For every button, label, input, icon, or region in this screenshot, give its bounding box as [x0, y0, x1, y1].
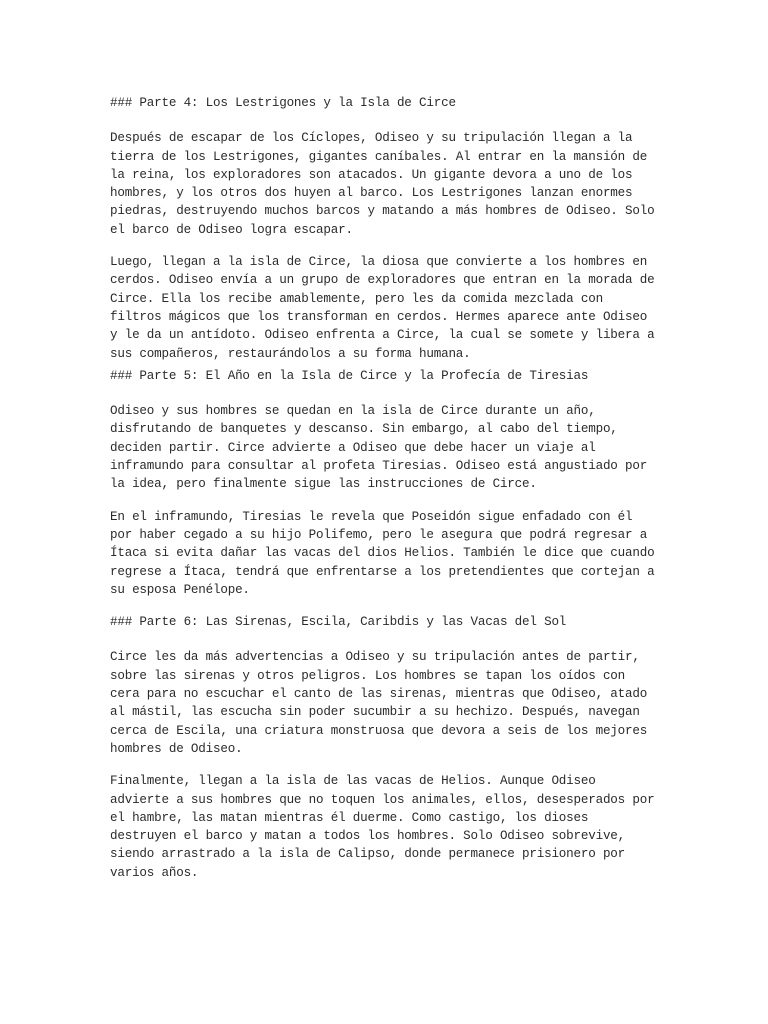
section-heading-parte-5: ### Parte 5: El Año en la Isla de Circe y la Profecía de Tiresias [110, 368, 589, 383]
paragraph-lestrigones: Después de escapar de los Cíclopes, Odiseo y su tripulación llegan a la tierra de los Lestrigones, gigantes caníbales. Al entrar en la mansión de la reina, los exploradores son atacados. Un gigante devora a uno de los hombres, y los otros dos huyen al barco. Los Lestrigones lanzan enormes piedras, destruyendo muchos barcos y matando a más hombres de Odiseo. Solo el barco de Odiseo logra escapar. [110, 131, 655, 237]
paragraph-ano-circe: Odiseo y sus hombres se quedan en la isla de Circe durante un año, disfrutando de banquetes y descanso. Sin embargo, al cabo del tiempo, deciden partir. Circe advierte a Odiseo que debe hacer un viaje al inframundo para consultar al profeta Tiresias. Odiseo está angustiado por la idea, pero finalmente sigue las instrucciones de Circe. [110, 404, 648, 492]
section-heading-parte-4: ### Parte 4: Los Lestrigones y la Isla de Circe [110, 96, 456, 110]
paragraph-inframundo: En el inframundo, Tiresias le revela que Poseidón sigue enfadado con él por haber cegado a su hijo Polifemo, pero le asegura que podrá regresar a Ítaca si evita dañar las vacas del dios Helios. También le dice que cuando regrese a Ítaca, tendrá que enfrentarse a los pretendientes que cortejan a su esposa Penélope. [110, 509, 655, 597]
paragraph-vacas-helios: Finalmente, llegan a la isla de las vacas de Helios. Aunque Odiseo advierte a sus hombres que no toquen los animales, ellos, desesperados por el hambre, las matan mientras él duerme. Como castigo, los dioses destruyen el barco y matan a todos los hombres. Solo Odiseo sobrevive, siendo arrastrado a la isla de Calipso, donde permanece prisionero por varios años. [110, 774, 655, 880]
document-page [110, 94, 658, 882]
paragraph-isla-circe: Luego, llegan a la isla de Circe, la diosa que convierte a los hombres en cerdos. Odiseo envía a un grupo de exploradores que entran en la morada de Circe. Ella los recibe amablemente, pero les da comida mezclada con filtros mágicos que los transforman en cerdos. Hermes aparece ante Odiseo y le da un antídoto. Odiseo enfrenta a Circe, la cual se somete y libera a sus compañeros, restaurándolos a su forma humana. [110, 255, 655, 361]
section-heading-parte-6: ### Parte 6: Las Sirenas, Escila, Caribdis y las Vacas del Sol [110, 615, 567, 630]
paragraph-sirenas: Circe les da más advertencias a Odiseo y su tripulación antes de partir, sobre las sirenas y otros peligros. Los hombres se tapan los oídos con cera para no escuchar el canto de las sirenas, mientras que Odiseo, atado al mástil, las escucha sin poder sucumbir a su hechizo. Después, navegan cerca de Escila, una criatura monstruosa que devora a seis de los mejores hombres de Odiseo. [110, 650, 648, 756]
